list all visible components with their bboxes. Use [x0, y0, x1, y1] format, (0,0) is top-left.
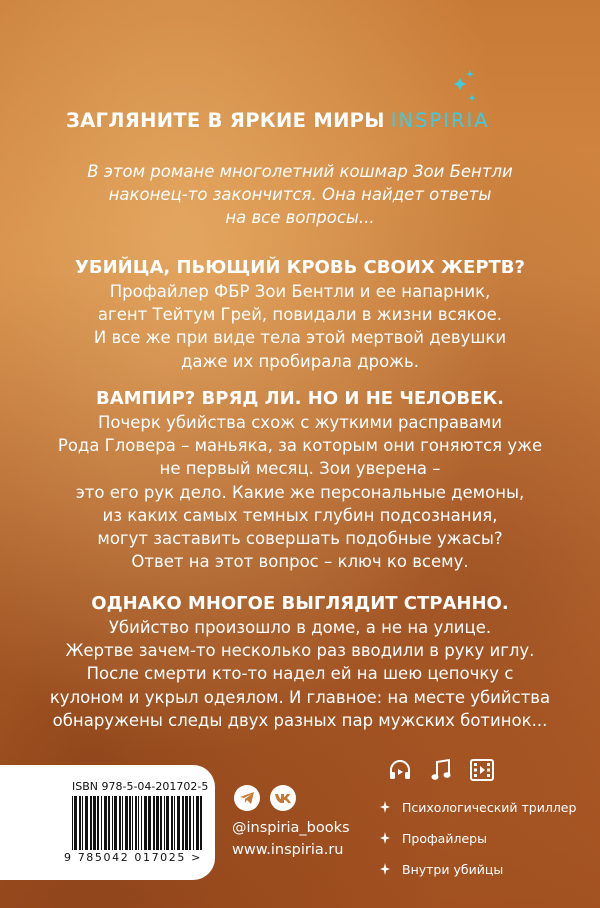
- section-heading: ВАМПИР? ВРЯД ЛИ. НО И НЕ ЧЕЛОВЕК.: [95, 388, 505, 409]
- brand-name: INSPIRIA: [390, 109, 490, 132]
- genre-tag-label: Психологический триллер: [402, 800, 577, 815]
- intro-line: В этом романе многолетний кошмар Зои Бентли: [87, 162, 513, 181]
- star-icon: [380, 832, 390, 844]
- section-line: Убийство произошло в доме, а не на улице.: [108, 618, 492, 637]
- section-line: После смерти кто-то надел ей на шею цепочку с: [86, 664, 514, 684]
- isbn-text: ISBN 978-5-04-201702-5: [72, 780, 209, 793]
- genre-tag-label: Внутри убийцы: [402, 862, 504, 877]
- section-heading: УБИЙЦА, ПЬЮЩИЙ КРОВЬ СВОИХ ЖЕРТВ?: [75, 257, 525, 278]
- barcode-image: [72, 796, 204, 850]
- section-line: из каких самых темных глубин подсознания,: [102, 505, 498, 525]
- intro-line: наконец-то закончится. Она найдет ответы: [108, 185, 492, 204]
- music-note-icon: [430, 758, 452, 782]
- intro-text: [0, 160, 600, 229]
- audiobook-icon: [388, 758, 412, 782]
- section-2: [0, 387, 600, 573]
- section-line: даже их пробирала дрожь.: [180, 351, 420, 371]
- section-heading: ОДНАКО МНОГОЕ ВЫГЛЯДИТ СТРАННО.: [91, 593, 509, 614]
- format-icons: [388, 758, 494, 782]
- section-line: Профайлер ФБР Зои Бентли и ее напарник,: [109, 282, 491, 301]
- section-line: кулоном и укрыл одеялом. И главное: на месте убийства: [49, 687, 551, 707]
- section-line: Рода Гловера – маньяка, за которым они гоняются уже: [57, 436, 543, 456]
- section-line: это его рук дело. Какие же персональные демоны,: [75, 482, 525, 502]
- series-header: [66, 109, 490, 132]
- header-text: ЗАГЛЯНИТЕ В ЯРКИЕ МИРЫ: [66, 109, 385, 132]
- section-line: обнаружены следы двух разных пар мужских ботинок...: [52, 710, 548, 730]
- sparkle-icon: [452, 68, 480, 108]
- section-line: могут заставить совершать подобные ужасы?: [97, 529, 503, 549]
- section-line: Почерк убийства схож с жуткими расправами: [98, 413, 502, 432]
- star-icon: [380, 863, 390, 875]
- section-1: [0, 256, 600, 373]
- social-icons: [234, 785, 296, 811]
- social-handle[interactable]: @inspiria_books: [232, 820, 350, 836]
- section-line: И все же при виде тела этой мертвой девушки: [93, 328, 507, 348]
- star-icon: [380, 801, 390, 813]
- telegram-icon[interactable]: [234, 785, 260, 811]
- barcode-digits: 9 785042 017025 >: [64, 851, 202, 864]
- section-3: [0, 592, 600, 732]
- website-link[interactable]: www.inspiria.ru: [232, 842, 344, 858]
- intro-line: на все вопросы...: [225, 208, 375, 227]
- vk-icon[interactable]: [270, 785, 296, 811]
- section-line: Жертве зачем-то несколько раз вводили в руку иглу.: [65, 641, 535, 661]
- section-line: Ответ на этот вопрос – ключ ко всему.: [131, 552, 469, 572]
- section-line: не первый месяц. Зои уверена –: [159, 459, 441, 479]
- genre-tag-label: Профайлеры: [402, 831, 487, 846]
- section-line: агент Тейтум Грей, повидали в жизни всякое.: [97, 305, 503, 325]
- film-icon: [470, 759, 494, 781]
